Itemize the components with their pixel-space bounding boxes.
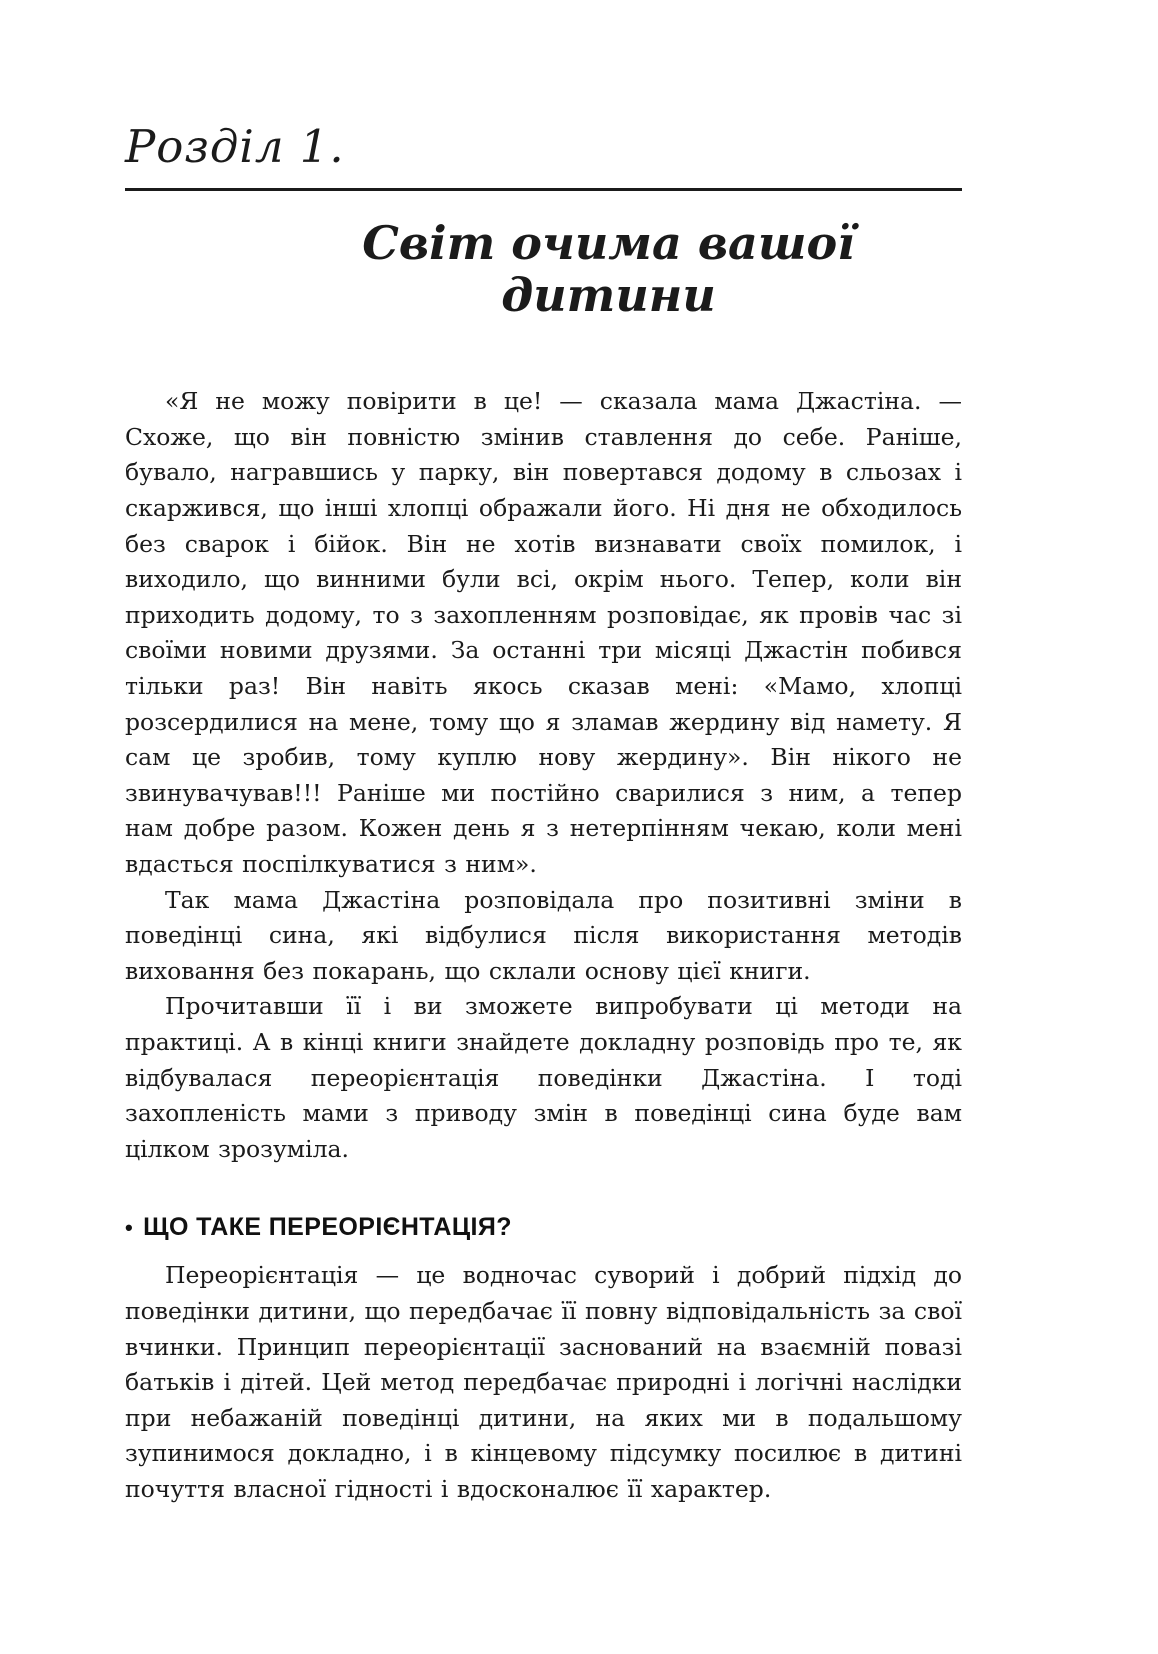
section-heading [125,1213,962,1242]
chapter-heading: Розділ 1. [125,120,345,173]
bullet-icon: • [125,1215,134,1241]
paragraph: Прочитавши її і ви зможете випробувати ці методи на практиці. А в кінці книги знайдете докладну розповідь про те, як відбувалася переорієнтація поведінки Джастіна. І тоді захопленість мами з приводу змін в поведінці сина буде вам цілком зрозуміла. [125,992,962,1163]
paragraph: «Я не можу повірити в це! — сказала мама Джастіна. — Схоже, що він повністю змінив ставлення до себе. Раніше, бувало, награвшись у парку, він повертався додому в сльозах і скаржився, що інші хлопці ображали його. Ні дня не обходилось без сварок і бійок. Він не хотів визнавати своїх помилок, і виходило, що винними були всі, окрім нього. Тепер, коли він приходить додому, то з захопленням розповідає, як провів час зі своїми новими друзями. За останні три місяці Джастін побився тільки раз! Він навіть якось сказав мені: «Мамо, хлопці розсердилися на мене, тому що я зламав жердину від намету. Я сам це зробив, тому куплю нову жердину». Він нікого не звинувачував!!! Раніше ми постійно сварилися з ним, а тепер нам добре разом. Кожен день я з нетерпінням чекаю, коли мені вдасться поспілкуватися з ним». [125,387,962,878]
paragraph: Так мама Джастіна розповідала про позитивні зміни в поведінці сина, які відбулися після використання методів виховання без покарань, що склали основу цієї книги. [125,885,962,985]
chapter-title: Світ очима вашої дитини [362,215,855,323]
paragraph: Переорієнтація — це водночас суворий і добрий підхід до поведінки дитини, що передбачає її повну відповідальність за свої вчинки. Принцип переорієнтації заснований на взаємній повазі батьків і дітей. Цей метод передбачає природні і логічні наслідки при небажаній поведінці дитини, на яких ми в подальшому зупинимося докладно, і в кінцевому підсумку посилює в дитині почуття власної гідності і вдосконалює її характер. [125,1261,962,1503]
section-heading-text: ЩО ТАКЕ ПЕРЕОРІЄНТАЦІЯ? [143,1213,512,1242]
heading-divider [125,188,962,191]
